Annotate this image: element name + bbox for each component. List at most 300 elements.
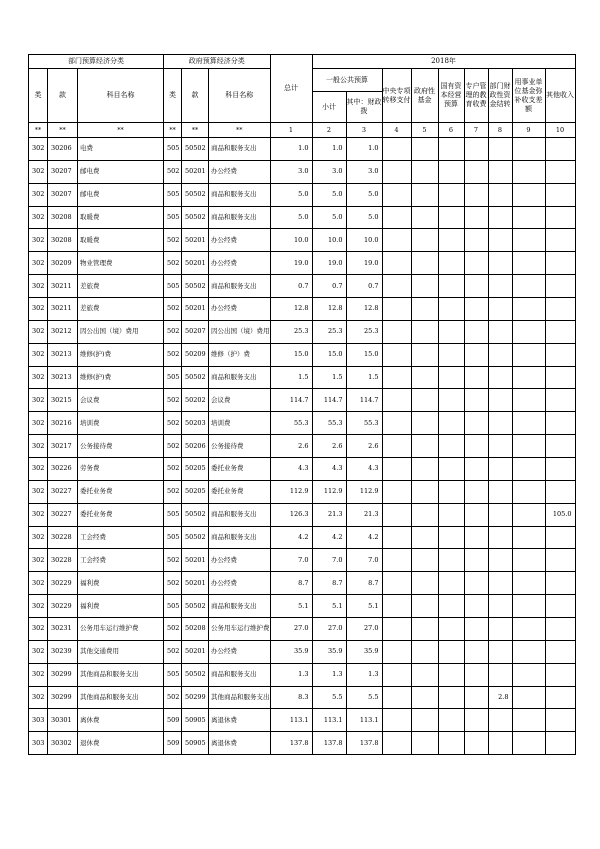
gov-fund-cell	[411, 732, 438, 755]
kuan2-cell: 50201	[182, 572, 209, 595]
kuan-cell: 30226	[48, 458, 78, 481]
state-capital-cell	[438, 503, 464, 526]
code-cell: **	[182, 123, 209, 138]
unit-fund-cell	[512, 320, 545, 343]
table-row	[29, 480, 576, 503]
item-name-cell: 培训费	[78, 412, 164, 435]
state-capital-cell	[438, 526, 464, 549]
code-row	[29, 123, 576, 138]
central-transfer-cell	[382, 160, 411, 183]
lei-cell: 302	[29, 549, 48, 572]
lei-cell: 302	[29, 640, 48, 663]
code-cell: **	[48, 123, 78, 138]
lei2-cell: 502	[164, 298, 182, 321]
kuan2-cell: 50502	[182, 595, 209, 618]
fiscal-alloc-cell: 0.7	[346, 275, 382, 298]
table-row	[29, 275, 576, 298]
dept-balance-cell	[488, 229, 512, 252]
code-cell: 7	[464, 123, 488, 138]
lei2-cell: 502	[164, 572, 182, 595]
table-row	[29, 640, 576, 663]
special-edu-cell	[464, 640, 488, 663]
lei2-cell: 502	[164, 480, 182, 503]
dept-balance-cell	[488, 206, 512, 229]
item-name-cell: 电费	[78, 138, 164, 161]
unit-fund-cell	[512, 275, 545, 298]
total-cell: 2.6	[270, 435, 312, 458]
item-name-cell: 会议费	[78, 389, 164, 412]
code-cell: 9	[512, 123, 545, 138]
kuan-cell: 30229	[48, 572, 78, 595]
item-name2-cell: 会议费	[209, 389, 271, 412]
subtotal-header: 小计	[312, 92, 346, 123]
lei2-cell: 505	[164, 206, 182, 229]
table-row	[29, 183, 576, 206]
total-cell: 114.7	[270, 389, 312, 412]
fiscal-alloc-cell: 137.8	[346, 732, 382, 755]
central-transfer-cell	[382, 320, 411, 343]
gov-fund-cell	[411, 709, 438, 732]
kuan-cell: 30211	[48, 275, 78, 298]
unit-fund-cell	[512, 640, 545, 663]
gov-fund-cell	[411, 229, 438, 252]
lei-cell: 302	[29, 595, 48, 618]
fiscal-alloc-cell: 1.3	[346, 663, 382, 686]
table-row	[29, 618, 576, 641]
fiscal-alloc-cell: 55.3	[346, 412, 382, 435]
code-cell: 8	[488, 123, 512, 138]
state-capital-cell	[438, 572, 464, 595]
total-cell: 35.9	[270, 640, 312, 663]
lei-cell: 302	[29, 320, 48, 343]
code-cell: 4	[382, 123, 411, 138]
special-edu-cell	[464, 160, 488, 183]
item-name-cell: 福利费	[78, 572, 164, 595]
central-transfer-cell	[382, 435, 411, 458]
kuan-cell: 30301	[48, 709, 78, 732]
dept-balance-cell	[488, 572, 512, 595]
lei-cell: 302	[29, 343, 48, 366]
special-edu-cell	[464, 389, 488, 412]
lei2-cell: 505	[164, 663, 182, 686]
central-transfer-cell	[382, 275, 411, 298]
kuan2-cell: 50202	[182, 389, 209, 412]
kuan-cell: 30216	[48, 412, 78, 435]
dept-balance-cell	[488, 412, 512, 435]
table-header	[29, 55, 576, 138]
kuan2-cell: 50201	[182, 640, 209, 663]
code-cell: 5	[411, 123, 438, 138]
state-capital-cell	[438, 686, 464, 709]
total-cell: 7.0	[270, 549, 312, 572]
central-transfer-cell	[382, 503, 411, 526]
lei-cell: 302	[29, 229, 48, 252]
dept-class-header: 部门预算经济分类	[29, 55, 164, 69]
lei-cell: 302	[29, 183, 48, 206]
other-income-cell	[545, 320, 575, 343]
item-name2-cell: 办公经费	[209, 640, 271, 663]
subtotal-cell: 15.0	[312, 343, 346, 366]
dept-balance-cell	[488, 663, 512, 686]
unit-fund-cell	[512, 298, 545, 321]
kuan-cell: 30206	[48, 138, 78, 161]
state-capital-cell	[438, 206, 464, 229]
dept-balance-cell	[488, 526, 512, 549]
item-name2-cell: 商品和服务支出	[209, 275, 271, 298]
special-edu-cell	[464, 686, 488, 709]
special-edu-cell	[464, 298, 488, 321]
central-transfer-cell	[382, 526, 411, 549]
lei-cell: 302	[29, 298, 48, 321]
state-capital-cell	[438, 320, 464, 343]
table-row	[29, 389, 576, 412]
dept-balance-cell	[488, 343, 512, 366]
total-cell: 5.1	[270, 595, 312, 618]
gov-fund-cell	[411, 480, 438, 503]
state-capital-cell	[438, 343, 464, 366]
special-edu-cell	[464, 732, 488, 755]
item-name2-cell: 因公出国（境）费用	[209, 320, 271, 343]
central-transfer-cell	[382, 480, 411, 503]
lei-cell: 302	[29, 572, 48, 595]
central-transfer-cell	[382, 229, 411, 252]
central-transfer-cell	[382, 412, 411, 435]
kuan2-cell: 50203	[182, 412, 209, 435]
kuan2-cell: 50205	[182, 480, 209, 503]
special-edu-cell	[464, 435, 488, 458]
gov-fund-cell	[411, 526, 438, 549]
gov-fund-cell	[411, 458, 438, 481]
kuan2-cell: 50201	[182, 298, 209, 321]
other-income-cell	[545, 572, 575, 595]
gov-fund-cell	[411, 320, 438, 343]
gov-fund-cell	[411, 663, 438, 686]
table-row	[29, 138, 576, 161]
kuan-cell: 30215	[48, 389, 78, 412]
kuan2-cell: 50201	[182, 252, 209, 275]
total-cell: 0.7	[270, 275, 312, 298]
state-capital-cell	[438, 298, 464, 321]
central-transfer-cell	[382, 732, 411, 755]
state-capital-cell	[438, 183, 464, 206]
unit-fund-cell	[512, 503, 545, 526]
gov-fund-cell	[411, 435, 438, 458]
dept-balance-cell	[488, 366, 512, 389]
table-row	[29, 366, 576, 389]
kuan2-cell: 50502	[182, 183, 209, 206]
kuan2-cell: 50502	[182, 138, 209, 161]
kuan-header: 款	[48, 69, 78, 123]
dept-balance-cell	[488, 389, 512, 412]
subtotal-cell: 2.6	[312, 435, 346, 458]
table-row	[29, 572, 576, 595]
item-name-cell: 工会经费	[78, 549, 164, 572]
fiscal-alloc-cell: 114.7	[346, 389, 382, 412]
lei2-cell: 502	[164, 320, 182, 343]
table-row	[29, 343, 576, 366]
subtotal-cell: 1.3	[312, 663, 346, 686]
subtotal-cell: 4.2	[312, 526, 346, 549]
state-capital-cell	[438, 663, 464, 686]
total-cell: 4.2	[270, 526, 312, 549]
total-cell: 10.0	[270, 229, 312, 252]
kuan2-cell: 50208	[182, 618, 209, 641]
other-income-cell	[545, 298, 575, 321]
dept-balance-cell	[488, 160, 512, 183]
total-cell: 8.3	[270, 686, 312, 709]
gov-fund-cell	[411, 640, 438, 663]
kuan-cell: 30212	[48, 320, 78, 343]
lei-cell: 302	[29, 206, 48, 229]
lei-cell: 302	[29, 366, 48, 389]
kuan2-cell: 50905	[182, 709, 209, 732]
table-row	[29, 686, 576, 709]
unit-fund-cell	[512, 206, 545, 229]
dept-balance-cell: 2.8	[488, 686, 512, 709]
special-edu-cell	[464, 138, 488, 161]
item-name-cell: 委托业务费	[78, 503, 164, 526]
gov-fund-cell	[411, 160, 438, 183]
lei2-cell: 502	[164, 640, 182, 663]
subtotal-cell: 3.0	[312, 160, 346, 183]
special-edu-cell	[464, 618, 488, 641]
unit-fund-cell	[512, 458, 545, 481]
fiscal-alloc-cell: 1.0	[346, 138, 382, 161]
code-cell: **	[29, 123, 48, 138]
unit-fund-cell	[512, 160, 545, 183]
state-capital-cell	[438, 595, 464, 618]
total-cell: 55.3	[270, 412, 312, 435]
item-name2-cell: 公务用车运行维护费	[209, 618, 271, 641]
subtotal-cell: 137.8	[312, 732, 346, 755]
item-name-header: 科目名称	[78, 69, 164, 123]
unit-fund-cell	[512, 229, 545, 252]
central-transfer-cell	[382, 366, 411, 389]
other-income-cell	[545, 526, 575, 549]
subtotal-cell: 1.5	[312, 366, 346, 389]
kuan2-cell: 50206	[182, 435, 209, 458]
lei2-cell: 509	[164, 709, 182, 732]
unit-fund-cell	[512, 480, 545, 503]
kuan2-cell: 50205	[182, 458, 209, 481]
lei-cell: 302	[29, 458, 48, 481]
kuan2-cell: 50502	[182, 526, 209, 549]
kuan-cell: 30227	[48, 503, 78, 526]
table-row	[29, 549, 576, 572]
item-name2-cell: 办公经费	[209, 298, 271, 321]
kuan-cell: 30208	[48, 229, 78, 252]
lei2-cell: 502	[164, 435, 182, 458]
lei2-cell: 505	[164, 275, 182, 298]
central-transfer-cell	[382, 252, 411, 275]
other-income-cell	[545, 435, 575, 458]
item-name2-cell: 商品和服务支出	[209, 138, 271, 161]
subtotal-cell: 10.0	[312, 229, 346, 252]
unit-fund-cell	[512, 686, 545, 709]
total-cell: 5.0	[270, 183, 312, 206]
item-name-cell: 差旅费	[78, 298, 164, 321]
lei-cell: 302	[29, 663, 48, 686]
total-cell: 27.0	[270, 618, 312, 641]
other-income-cell	[545, 389, 575, 412]
item-name-cell: 维修(护)费	[78, 343, 164, 366]
fiscal-alloc-cell: 113.1	[346, 709, 382, 732]
total-cell: 15.0	[270, 343, 312, 366]
special-edu-cell	[464, 526, 488, 549]
fiscal-alloc-cell: 112.9	[346, 480, 382, 503]
other-income-cell	[545, 252, 575, 275]
kuan2-cell: 50201	[182, 160, 209, 183]
subtotal-cell: 0.7	[312, 275, 346, 298]
subtotal-cell: 5.0	[312, 183, 346, 206]
lei-header: 类	[29, 69, 48, 123]
total-cell: 1.0	[270, 138, 312, 161]
fiscal-alloc-cell: 4.2	[346, 526, 382, 549]
code-cell: **	[209, 123, 271, 138]
table-row	[29, 229, 576, 252]
lei2-cell: 502	[164, 343, 182, 366]
total-cell: 25.3	[270, 320, 312, 343]
state-capital-cell	[438, 160, 464, 183]
special-edu-cell	[464, 458, 488, 481]
item-name-cell: 差旅费	[78, 275, 164, 298]
total-cell: 137.8	[270, 732, 312, 755]
dept-balance-cell	[488, 458, 512, 481]
table-row	[29, 320, 576, 343]
fiscal-alloc-cell: 5.0	[346, 206, 382, 229]
code-cell: 10	[545, 123, 575, 138]
unit-fund-cell	[512, 183, 545, 206]
total-cell: 113.1	[270, 709, 312, 732]
central-transfer-cell	[382, 686, 411, 709]
code-cell: 1	[270, 123, 312, 138]
state-capital-cell	[438, 229, 464, 252]
fiscal-alloc-cell: 3.0	[346, 160, 382, 183]
dept-balance-cell	[488, 138, 512, 161]
other-income-cell: 105.0	[545, 503, 575, 526]
unit-fund-cell	[512, 526, 545, 549]
fiscal-alloc-cell: 35.9	[346, 640, 382, 663]
unit-fund-cell	[512, 663, 545, 686]
unit-fund-cell	[512, 138, 545, 161]
other-income-cell	[545, 595, 575, 618]
fiscal-alloc-cell: 5.1	[346, 595, 382, 618]
total-cell: 12.8	[270, 298, 312, 321]
dept-balance-cell	[488, 549, 512, 572]
lei-cell: 302	[29, 526, 48, 549]
code-cell: 2	[312, 123, 346, 138]
lei-cell: 302	[29, 480, 48, 503]
subtotal-cell: 19.0	[312, 252, 346, 275]
other-income-cell	[545, 160, 575, 183]
item-name2-cell: 办公经费	[209, 252, 271, 275]
kuan-cell: 30213	[48, 343, 78, 366]
lei2-cell: 509	[164, 732, 182, 755]
other-income-cell	[545, 412, 575, 435]
special-edu-cell	[464, 366, 488, 389]
kuan-cell: 30208	[48, 206, 78, 229]
kuan-cell: 30299	[48, 686, 78, 709]
table-row	[29, 298, 576, 321]
other-income-cell	[545, 206, 575, 229]
kuan2-cell: 50502	[182, 366, 209, 389]
central-transfer-header: 中央专项转移支付	[382, 69, 411, 123]
central-transfer-cell	[382, 206, 411, 229]
code-cell: 3	[346, 123, 382, 138]
other-income-cell	[545, 138, 575, 161]
kuan2-cell: 50209	[182, 343, 209, 366]
gov-fund-cell	[411, 549, 438, 572]
item-name2-cell: 办公经费	[209, 549, 271, 572]
item-name2-cell: 办公经费	[209, 572, 271, 595]
state-capital-cell	[438, 389, 464, 412]
other-income-cell	[545, 275, 575, 298]
general-budget-header: 一般公共预算	[312, 69, 382, 92]
special-edu-cell	[464, 549, 488, 572]
central-transfer-cell	[382, 183, 411, 206]
state-capital-cell	[438, 458, 464, 481]
lei2-cell: 502	[164, 160, 182, 183]
central-transfer-cell	[382, 709, 411, 732]
gov-fund-cell	[411, 343, 438, 366]
subtotal-cell: 1.0	[312, 138, 346, 161]
dept-balance-cell	[488, 732, 512, 755]
kuan-cell: 30207	[48, 183, 78, 206]
gov-fund-cell	[411, 298, 438, 321]
central-transfer-cell	[382, 389, 411, 412]
kuan2-cell: 50201	[182, 549, 209, 572]
subtotal-cell: 25.3	[312, 320, 346, 343]
unit-fund-cell	[512, 618, 545, 641]
other-income-cell	[545, 663, 575, 686]
item-name2-cell: 商品和服务支出	[209, 595, 271, 618]
subtotal-cell: 21.3	[312, 503, 346, 526]
table-row	[29, 503, 576, 526]
item-name2-cell: 离退休费	[209, 709, 271, 732]
lei2-cell: 505	[164, 183, 182, 206]
state-capital-cell	[438, 366, 464, 389]
item-name-cell: 其他交通费用	[78, 640, 164, 663]
fiscal-alloc-cell: 15.0	[346, 343, 382, 366]
dept-balance-cell	[488, 595, 512, 618]
item-name-cell: 邮电费	[78, 160, 164, 183]
gov-fund-cell	[411, 183, 438, 206]
subtotal-cell: 5.1	[312, 595, 346, 618]
item-name-cell: 取暖费	[78, 206, 164, 229]
subtotal-cell: 113.1	[312, 709, 346, 732]
special-edu-cell	[464, 320, 488, 343]
other-income-cell	[545, 343, 575, 366]
subtotal-cell: 112.9	[312, 480, 346, 503]
gov-fund-cell	[411, 686, 438, 709]
gov-fund-cell	[411, 206, 438, 229]
lei2-cell: 502	[164, 686, 182, 709]
special-edu-header: 专户管理的教育收费	[464, 69, 488, 123]
total-cell: 3.0	[270, 160, 312, 183]
kuan2-cell: 50299	[182, 686, 209, 709]
table-row	[29, 160, 576, 183]
central-transfer-cell	[382, 298, 411, 321]
lei-cell: 303	[29, 732, 48, 755]
central-transfer-cell	[382, 549, 411, 572]
kuan2-cell: 50502	[182, 663, 209, 686]
special-edu-cell	[464, 252, 488, 275]
special-edu-cell	[464, 229, 488, 252]
item-name-cell: 离休费	[78, 709, 164, 732]
gov-fund-cell	[411, 389, 438, 412]
kuan-cell: 30209	[48, 252, 78, 275]
other-income-cell	[545, 732, 575, 755]
